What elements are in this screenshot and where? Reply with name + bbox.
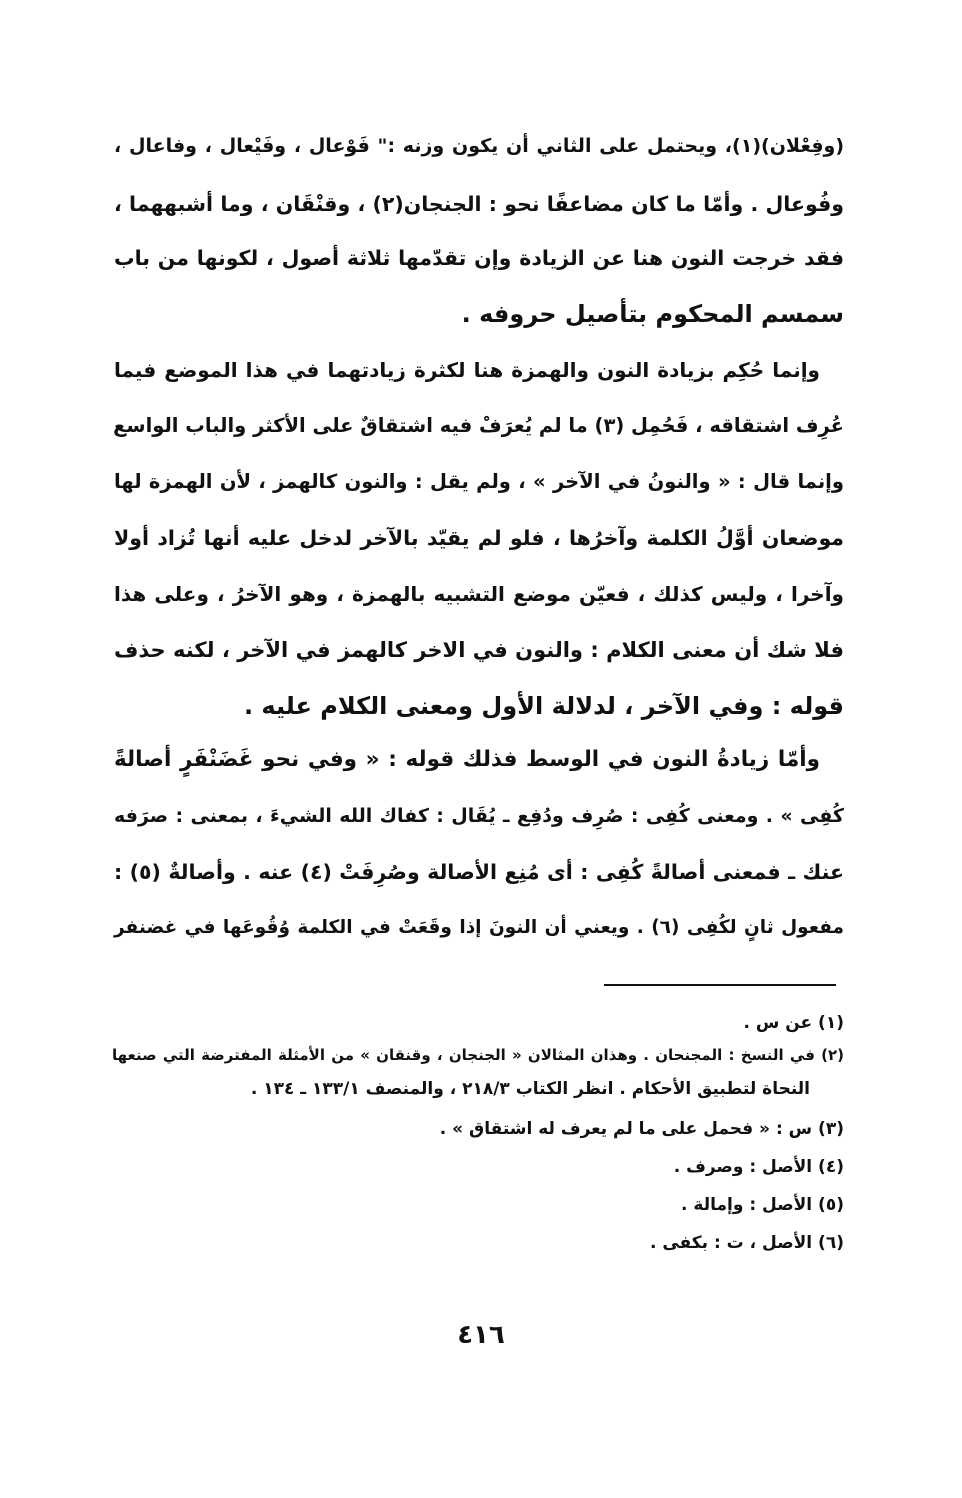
page-number: ٤١٦ [457, 1320, 505, 1350]
text-line-4: سمسم المحكوم بتأصيل حروفه . [461, 300, 844, 328]
footnote-separator [604, 984, 836, 986]
footnote-3: (٣) س : « فحمل على ما لم يعرف له اشتقاق » . [439, 1119, 844, 1139]
text-line-12: وأمّا زيادةُ النون في الوسط فذلك قوله : « وفي نحو غَضَنْفَرٍ أصالةً [114, 747, 820, 772]
text-line-3: فقد خرجت النون هنا عن الزيادة وإن تقدّمها ثلاثة أصول ، لكونها من باب [114, 246, 844, 270]
text-line-5: وإنما حُكِم بزيادة النون والهمزة هنا لكثرة زيادتهما في هذا الموضع فيما [114, 358, 820, 382]
text-line-10: فلا شك أن معنى الكلام : والنون في الاخر كالهمز في الآخر ، لكنه حذف [114, 638, 844, 662]
text-line-15: مفعول ثانٍ لكُفِى (٦) . ويعني أن النونَ إذا وقَعَتْ في الكلمة وُقُوعَها في غضنفر [114, 917, 844, 938]
footnote-1: (١) عن س . [743, 1013, 844, 1033]
text-line-13: كُفِى » . ومعنى كُفِى : صُرِف ودُفِع ـ يُقَال : كفاك الله الشيءَ ، بمعنى : صرَفه [114, 805, 844, 827]
text-line-11: قوله : وفي الآخر ، لدلالة الأول ومعنى الكلام عليه . [243, 692, 844, 720]
footnote-4: (٤) الأصل : وصرف . [673, 1157, 844, 1177]
text-line-2: وفُوعال . وأمّا ما كان مضاعفًا نحو : الجنجان(٢) ، وقنْقَان ، وما أشبههما ، [114, 192, 844, 216]
text-line-9: وآخرا ، وليس كذلك ، فعيّن موضع التشبيه بالهمزة ، وهو الآخرُ ، وعلى هذا [114, 582, 844, 606]
text-line-8: موضعان أوَّلُ الكلمة وآخرُها ، فلو لم يقيّد بالآخر لدخل عليه أنها تُزاد أولا [114, 526, 844, 550]
footnote-6: (٦) الأصل ، ت : بكفى . [649, 1233, 844, 1253]
text-line-6: عُرِف اشتقاقه ، فَحُمِل (٣) ما لم يُعرَفْ فيه اشتقاقٌ على الأكثر والباب الواسع [113, 414, 844, 437]
footnote-2-continued: النحاة لتطبيق الأحكام . انظر الكتاب ٢١٨/٣ ، والمنصف ١٣٣/١ ـ ١٣٤ . [250, 1079, 810, 1099]
footnote-5: (٥) الأصل : وإمالة . [681, 1195, 844, 1215]
footnote-2: (٢) في النسخ : المجنحان . وهذان المثالان « الجنجان ، وقنقان » من الأمثلة المفترضة التي صنعها [112, 1046, 844, 1064]
text-line-14: عنك ـ فمعنى أصالةً كُفِى : أى مُنِع الأصالة وصُرِفَتْ (٤) عنه . وأصالةٌ (٥) : [114, 860, 844, 884]
text-line-7: وإنما قال : « والنونُ في الآخر » ، ولم يقل : والنون كالهمز ، لأن الهمزة لها [114, 470, 844, 493]
text-line-1: (وفِعْلان)(١)، ويحتمل على الثاني أن يكون وزنه :" فَوْعال ، وفَيْعال ، وفاعال ، [114, 135, 844, 157]
